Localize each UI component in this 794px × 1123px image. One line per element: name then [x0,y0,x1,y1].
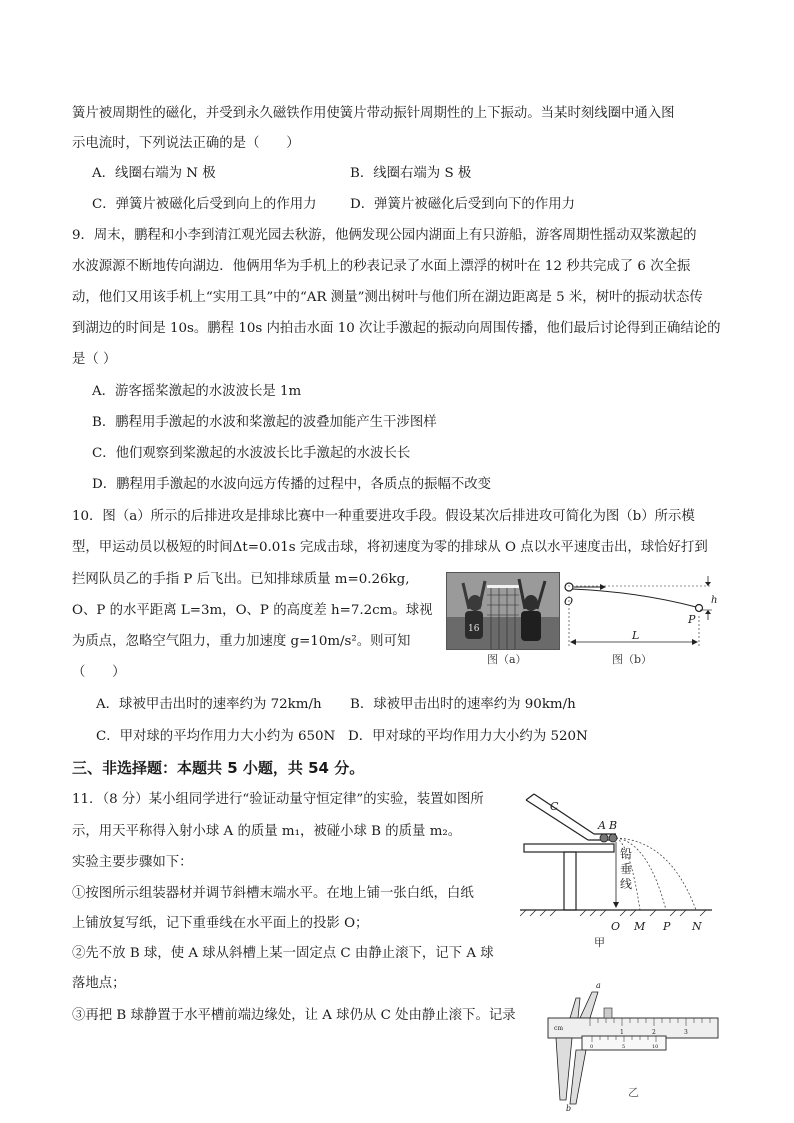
q9-line-2: 水波源源不断地传向湖边．他俩用华为手机上的秒表记录了水面上漂浮的树叶在 12 秒共完成了 6 次全振 [72,259,691,274]
q9-line-4: 到湖边的时间是 10s。鹏程 10s 内拍击水面 10 次让手激起的振动向周围传播，他们最后讨论得到正确结论的 [72,321,721,336]
ball-p [696,605,703,612]
caliper-unit: cm [554,1025,564,1032]
q11-step-2a: ②先不放 B 球，使 A 球从斜槽上某一固定点 C 由静止滚下，记下 A 球 [72,946,494,961]
label-o: O [564,595,574,608]
q8-option-b: B．线圈右端为 S 极 [350,166,472,181]
q8-line-2: 示电流时，下列说法正确的是（ ） [72,136,300,151]
q9-option-d: D．鹏程用手激起的水波向远方传播的过程中，各质点的振幅不改变 [92,477,492,492]
q8-option-c: C．弹簧片被磁化后受到向上的作用力 [92,197,317,212]
jersey-number: 16 [468,624,480,634]
main-tick-3: 3 [684,1029,688,1036]
label-p: P [688,613,696,626]
volleyball-photo-drawing [447,573,559,649]
figure-jia-caption: 甲 [594,936,605,948]
caliper-main-scale [548,1018,718,1038]
q9-line-3: 动，他们又用该手机上“实用工具”中的“AR 测量”测出树叶与他们所在湖边距离是 5 米，树叶的振动状态传 [72,290,703,305]
plumb-label-char: 线 [620,877,633,891]
label-b: B [609,819,618,832]
caliper-sliding-jaw [570,1050,586,1104]
q11-line-3: 实验主要步骤如下： [72,855,193,870]
trajectory-curve [572,589,696,607]
q10-line-3: 拦网队员乙的手指 P 后飞出。已知排球质量 m=0.26kg, [72,572,410,587]
q10-option-a: A．球被甲击出时的速率约为 72km/h [96,697,322,712]
vernier-tick-0: 0 [590,1044,594,1050]
table-leg [564,852,576,910]
point-m: M [634,920,646,933]
volleyball-photo [446,572,560,650]
main-tick-2: 2 [652,1029,656,1036]
q9-option-c: C．他们观察到桨激起的水波波长比手激起的水波长长 [92,446,411,461]
q10-line-6: （ ） [72,665,126,680]
plumb-label-char: 铅 [620,847,633,861]
q10-option-b: B．球被甲击出时的速率约为 90km/h [350,697,576,712]
main-tick-1: 1 [620,1029,624,1036]
point-n: N [692,920,702,933]
ball-o [565,583,573,591]
momentum-apparatus-diagram [520,788,720,948]
q10-line-5: 为质点，忽略空气阻力，重力加速度 g=10m/s²。则可知 [72,634,411,649]
vernier-tick-10: 10 [652,1044,659,1050]
q11-step-3a: ③再把 B 球静置于水平槽前端边缘处，让 A 球仍从 C 处由静止滚下。记录 [72,1008,516,1023]
q11-step-2b: 落地点； [72,976,126,991]
q8-option-a: A．线圈右端为 N 极 [92,166,216,181]
figure-b-caption: 图（b） [612,653,653,666]
q10-option-d: D．甲对球的平均作用力大小约为 520N [348,729,588,744]
ball-a [600,834,608,842]
q11-step-1b: 上铺放复写纸，记下重垂线在水平面上的投影 O； [72,916,369,931]
figure-yi-caption: 乙 [628,1086,639,1099]
plumb-label-char: 垂 [620,862,633,876]
q9-option-b: B．鹏程用手激起的水波和桨激起的波叠加能产生干涉图样 [92,415,437,430]
caliper-screw [604,1008,612,1018]
vernier-tick-5: 5 [622,1044,626,1050]
q10-line-2: 型，甲运动员以极短的时间Δt=0.01s 完成击球，将初速度为零的排球从 O 点以水平速度击出，球恰好打到 [72,540,708,555]
q11-line-1: 11．（8 分）某小组同学进行“验证动量守恒定律”的实验，装置如图所 [72,792,484,807]
point-o: O [611,920,621,933]
caliper-label-a: a [596,981,601,990]
q10-line-1: 10．图（a）所示的后排进攻是排球比赛中一种重要进攻手段。假设某次后排进攻可简化为图（b）所示模 [72,509,695,524]
q8-line-1: 簧片被周期性的磁化，并受到永久磁铁作用使簧片带动振针周期性的上下振动。当某时刻线圈中通入图 [72,106,675,121]
label-c: C [550,800,559,813]
q9-line-5: 是（ ） [72,352,117,367]
ball-b [609,834,617,842]
caliper-label-b: b [566,1104,572,1112]
q9-line-1: 9．周末，鹏程和小李到清江观光园去秋游，他俩发现公园内湖面上有只游船，游客周期性摇动双桨激起的 [72,228,697,243]
figure-a-caption: 图（a） [487,653,527,666]
plumb-label [620,847,632,891]
table-top [524,844,614,852]
q10-option-c: C．甲对球的平均作用力大小约为 650N [96,729,336,744]
velocity-arrow-head [600,584,606,590]
q9-option-a: A．游客摇桨激起的水波波长是 1m [92,384,302,399]
caliper-fixed-jaw [556,1038,572,1100]
q10-line-4: O、P 的水平距离 L=3m，O、P 的高度差 h=7.2cm。球视 [72,603,433,618]
label-h: h [711,595,718,606]
q11-line-2: 示，用天平称得入射小球 A 的质量 m₁，被碰小球 B 的质量 m₂。 [72,824,462,839]
vernier-caliper-diagram [540,978,720,1112]
label-l: L [632,629,640,642]
q8-option-d: D．弹簧片被磁化后受到向下的作用力 [350,197,575,212]
q11-step-1a: ①按图所示组装器材并调节斜槽末端水平。在地上铺一张白纸，白纸 [72,886,474,901]
section-3-heading: 三、非选择题：本题共 5 小题，共 54 分。 [72,759,365,777]
point-p: P [663,920,671,933]
label-a: A [598,819,606,832]
